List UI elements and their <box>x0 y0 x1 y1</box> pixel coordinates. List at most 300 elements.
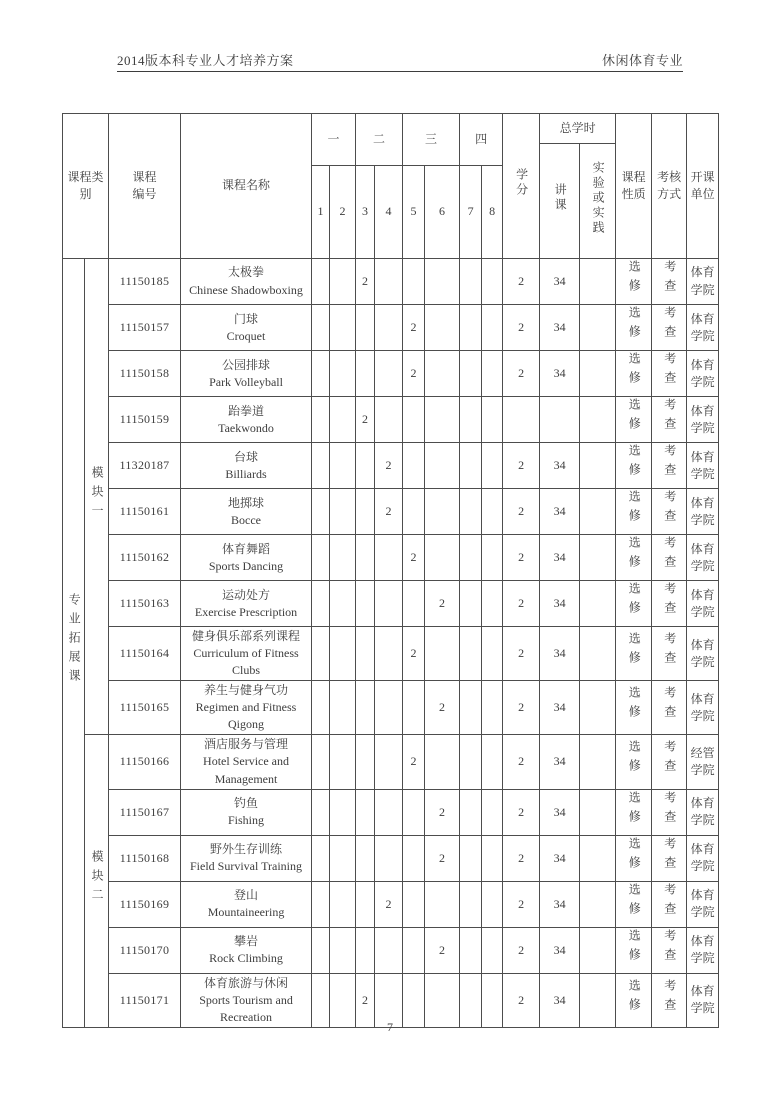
semester-4-cell <box>375 581 403 627</box>
semester-8-cell <box>482 681 503 735</box>
semester-4-cell <box>375 535 403 581</box>
course-nature-cell <box>616 735 652 789</box>
header-practice-hours <box>580 144 616 259</box>
course-nature-cell-label: 选修 <box>627 882 642 921</box>
semester-7-cell <box>460 835 482 881</box>
semester-2-cell <box>330 397 356 443</box>
course-name-cell <box>181 305 312 351</box>
table-row <box>63 397 719 443</box>
assessment-cell <box>652 681 687 735</box>
credit-cell: 2 <box>503 927 540 973</box>
header-course-name: 课程名称 <box>181 114 312 259</box>
semester-2-cell <box>330 735 356 789</box>
lecture-hours-cell: 34 <box>540 351 580 397</box>
semester-6-cell <box>425 881 460 927</box>
header-assessment-method: 考核方式 <box>652 114 687 259</box>
semester-5-cell: 2 <box>403 535 425 581</box>
semester-8-cell <box>482 305 503 351</box>
assessment-cell-label: 考查 <box>662 306 677 345</box>
course-name-zh: 台球 <box>234 449 259 464</box>
header-course-code <box>109 114 181 259</box>
semester-5-cell <box>403 397 425 443</box>
semester-7-cell <box>460 881 482 927</box>
lecture-hours-cell: 34 <box>540 789 580 835</box>
semester-4-cell <box>375 789 403 835</box>
course-code-cell: 11150158 <box>109 351 181 397</box>
semester-1-cell <box>312 305 330 351</box>
semester-1-cell <box>312 881 330 927</box>
header-right-title: 休闲体育专业 <box>601 53 683 68</box>
semester-5-cell: 2 <box>403 627 425 681</box>
course-nature-cell <box>616 681 652 735</box>
course-name-zh: 地掷球 <box>228 495 265 510</box>
semester-4-cell: 2 <box>375 443 403 489</box>
assessment-cell <box>652 789 687 835</box>
offering-unit-cell: 体育学院 <box>687 305 719 351</box>
semester-2-cell <box>330 881 356 927</box>
semester-8-cell <box>482 881 503 927</box>
semester-5-cell <box>403 681 425 735</box>
course-name-en: Taekwondo <box>218 420 274 435</box>
table-row <box>63 351 719 397</box>
semester-1-cell <box>312 735 330 789</box>
course-name-zh: 运动处方 <box>222 587 271 602</box>
semester-5-cell <box>403 881 425 927</box>
semester-2-cell <box>330 489 356 535</box>
semester-4-cell <box>375 627 403 681</box>
semester-8-cell <box>482 535 503 581</box>
course-nature-cell <box>616 397 652 443</box>
course-name-cell <box>181 489 312 535</box>
semester-8-cell <box>482 397 503 443</box>
page-number: 7 <box>387 1020 393 1034</box>
lecture-hours-cell: 34 <box>540 259 580 305</box>
semester-8-cell <box>482 581 503 627</box>
course-nature-cell-label: 选修 <box>627 740 642 779</box>
semester-1-cell <box>312 351 330 397</box>
semester-4-cell <box>375 835 403 881</box>
module-1-cell <box>85 259 109 735</box>
credit-cell: 2 <box>503 973 540 1027</box>
course-nature-cell <box>616 881 652 927</box>
module-1-cell-label: 模块一 <box>90 465 105 523</box>
semester-3-cell <box>356 581 375 627</box>
semester-4-cell: 2 <box>375 881 403 927</box>
semester-3-cell <box>356 535 375 581</box>
offering-unit-cell: 体育学院 <box>687 351 719 397</box>
semester-3-cell: 2 <box>356 973 375 1027</box>
header-total-hours: 总学时 <box>540 114 616 144</box>
header-semester-8: 8 <box>482 166 503 259</box>
course-nature-cell <box>616 927 652 973</box>
course-nature-cell-label: 选修 <box>627 836 642 875</box>
course-name-cell <box>181 443 312 489</box>
course-code-cell: 11150164 <box>109 627 181 681</box>
course-name-en: Fishing <box>228 813 265 828</box>
semester-3-cell <box>356 735 375 789</box>
header-year-3: 三 <box>403 114 460 166</box>
course-nature-cell <box>616 581 652 627</box>
practice-hours-cell <box>580 881 616 927</box>
semester-5-cell <box>403 581 425 627</box>
lecture-hours-cell: 34 <box>540 627 580 681</box>
course-name-en: Hotel Service and Management <box>203 754 289 786</box>
course-nature-cell-label: 选修 <box>627 490 642 529</box>
assessment-cell <box>652 305 687 351</box>
category-cell <box>63 259 85 1028</box>
course-code-cell: 11150170 <box>109 927 181 973</box>
credit-cell: 2 <box>503 535 540 581</box>
offering-unit-cell: 体育学院 <box>687 489 719 535</box>
course-nature-cell-label: 选修 <box>627 536 642 575</box>
semester-3-cell <box>356 681 375 735</box>
course-nature-cell-label: 选修 <box>627 398 642 437</box>
semester-5-cell: 2 <box>403 735 425 789</box>
assessment-cell-label: 考查 <box>662 536 677 575</box>
semester-7-cell <box>460 489 482 535</box>
table-row <box>63 443 719 489</box>
course-name-cell <box>181 535 312 581</box>
semester-2-cell <box>330 789 356 835</box>
table-row <box>63 581 719 627</box>
course-name-en: Exercise Prescription <box>194 604 298 619</box>
header-practice-label: 实验或实践 <box>591 160 606 236</box>
course-name-zh: 体育旅游与休闲 <box>204 975 289 990</box>
practice-hours-cell <box>580 259 616 305</box>
course-code-cell: 11150159 <box>109 397 181 443</box>
semester-8-cell <box>482 835 503 881</box>
lecture-hours-cell: 34 <box>540 927 580 973</box>
semester-5-cell <box>403 927 425 973</box>
course-nature-cell <box>616 259 652 305</box>
semester-3-cell <box>356 835 375 881</box>
assessment-cell <box>652 735 687 789</box>
course-name-cell <box>181 351 312 397</box>
course-name-en: Sports Dancing <box>208 558 284 573</box>
lecture-hours-cell: 34 <box>540 735 580 789</box>
semester-8-cell <box>482 489 503 535</box>
semester-2-cell <box>330 627 356 681</box>
header-credit <box>503 114 540 259</box>
semester-8-cell <box>482 443 503 489</box>
course-name-zh: 跆拳道 <box>228 403 265 418</box>
practice-hours-cell <box>580 581 616 627</box>
course-nature-cell <box>616 489 652 535</box>
header-year-1: 一 <box>312 114 356 166</box>
semester-6-cell: 2 <box>425 835 460 881</box>
lecture-hours-cell <box>540 397 580 443</box>
offering-unit-cell: 体育学院 <box>687 627 719 681</box>
semester-4-cell <box>375 259 403 305</box>
assessment-cell-label: 考查 <box>662 582 677 621</box>
semester-7-cell <box>460 259 482 305</box>
semester-5-cell: 2 <box>403 305 425 351</box>
header-semester-3: 3 <box>356 166 375 259</box>
course-name-en: Regimen and Fitness Qigong <box>195 700 297 732</box>
course-nature-cell-label: 选修 <box>627 978 642 1017</box>
document-header <box>117 50 683 72</box>
semester-1-cell <box>312 627 330 681</box>
course-name-cell <box>181 397 312 443</box>
course-name-zh: 登山 <box>234 888 259 903</box>
course-code-cell: 11150166 <box>109 735 181 789</box>
semester-3-cell <box>356 305 375 351</box>
course-code-cell: 11320187 <box>109 443 181 489</box>
assessment-cell-label: 考查 <box>662 444 677 483</box>
table-row <box>63 927 719 973</box>
practice-hours-cell <box>580 627 616 681</box>
lecture-hours-cell: 34 <box>540 681 580 735</box>
assessment-cell-label: 考查 <box>662 978 677 1017</box>
header-semester-4: 4 <box>375 166 403 259</box>
semester-4-cell <box>375 735 403 789</box>
lecture-hours-cell: 34 <box>540 535 580 581</box>
course-table-body <box>63 259 719 1028</box>
header-semester-5: 5 <box>403 166 425 259</box>
table-row <box>63 259 719 305</box>
offering-unit-cell: 体育学院 <box>687 535 719 581</box>
semester-3-cell <box>356 927 375 973</box>
semester-5-cell <box>403 259 425 305</box>
credit-cell: 2 <box>503 735 540 789</box>
course-name-zh: 门球 <box>234 311 259 326</box>
semester-2-cell <box>330 443 356 489</box>
course-name-en: Chinese Shadowboxing <box>189 282 303 297</box>
header-course-code-label: 课程编号 <box>132 169 157 201</box>
semester-6-cell <box>425 443 460 489</box>
header-semester-1: 1 <box>312 166 330 259</box>
course-nature-cell <box>616 443 652 489</box>
semester-3-cell <box>356 489 375 535</box>
semester-7-cell <box>460 681 482 735</box>
header-semester-2: 2 <box>330 166 356 259</box>
credit-cell: 2 <box>503 835 540 881</box>
semester-6-cell: 2 <box>425 789 460 835</box>
header-year-2: 二 <box>356 114 403 166</box>
offering-unit-cell: 体育学院 <box>687 259 719 305</box>
practice-hours-cell <box>580 397 616 443</box>
table-row <box>63 835 719 881</box>
semester-2-cell <box>330 927 356 973</box>
offering-unit-cell: 体育学院 <box>687 973 719 1027</box>
course-name-en: Park Volleyball <box>209 374 283 389</box>
course-name-zh: 养生与健身气功 <box>204 683 289 698</box>
course-nature-cell <box>616 351 652 397</box>
semester-4-cell: 2 <box>375 489 403 535</box>
assessment-cell-label: 考查 <box>662 490 677 529</box>
semester-3-cell <box>356 789 375 835</box>
semester-7-cell <box>460 535 482 581</box>
course-code-cell: 11150167 <box>109 789 181 835</box>
semester-5-cell <box>403 835 425 881</box>
course-nature-cell <box>616 535 652 581</box>
course-name-en: Bocce <box>231 512 261 527</box>
semester-2-cell <box>330 581 356 627</box>
course-name-cell <box>181 581 312 627</box>
semester-6-cell <box>425 627 460 681</box>
table-row <box>63 305 719 351</box>
course-name-en: Curriculum of Fitness Clubs <box>193 646 299 678</box>
semester-5-cell: 2 <box>403 351 425 397</box>
semester-6-cell <box>425 489 460 535</box>
course-name-cell <box>181 835 312 881</box>
offering-unit-cell: 体育学院 <box>687 397 719 443</box>
credit-cell: 2 <box>503 259 540 305</box>
course-code-cell: 11150171 <box>109 973 181 1027</box>
credit-cell: 2 <box>503 489 540 535</box>
practice-hours-cell <box>580 305 616 351</box>
assessment-cell-label: 考查 <box>662 352 677 391</box>
assessment-cell-label: 考查 <box>662 686 677 725</box>
lecture-hours-cell: 34 <box>540 581 580 627</box>
semester-2-cell <box>330 259 356 305</box>
semester-7-cell <box>460 735 482 789</box>
course-nature-cell-label: 选修 <box>627 928 642 967</box>
semester-7-cell <box>460 581 482 627</box>
table-row <box>63 489 719 535</box>
lecture-hours-cell: 34 <box>540 973 580 1027</box>
course-name-cell <box>181 789 312 835</box>
semester-6-cell <box>425 259 460 305</box>
credit-cell: 2 <box>503 627 540 681</box>
course-name-zh: 体育舞蹈 <box>222 541 271 556</box>
semester-1-cell <box>312 443 330 489</box>
semester-7-cell <box>460 789 482 835</box>
semester-4-cell <box>375 927 403 973</box>
header-lecture-hours <box>540 144 580 259</box>
course-nature-cell <box>616 627 652 681</box>
semester-4-cell <box>375 681 403 735</box>
header-course-category: 课程类别 <box>63 114 109 259</box>
course-nature-cell <box>616 789 652 835</box>
course-name-en: Mountaineering <box>207 905 285 920</box>
course-name-en: Sports Tourism and Recreation <box>199 992 293 1024</box>
practice-hours-cell <box>580 535 616 581</box>
assessment-cell <box>652 443 687 489</box>
course-name-cell <box>181 927 312 973</box>
assessment-cell <box>652 489 687 535</box>
semester-7-cell <box>460 443 482 489</box>
course-name-zh: 公园排球 <box>222 357 271 372</box>
table-row <box>63 735 719 789</box>
semester-1-cell <box>312 835 330 881</box>
assessment-cell <box>652 397 687 443</box>
offering-unit-cell: 体育学院 <box>687 881 719 927</box>
course-name-zh: 攀岩 <box>234 934 259 949</box>
course-name-cell <box>181 259 312 305</box>
credit-cell: 2 <box>503 351 540 397</box>
practice-hours-cell <box>580 927 616 973</box>
credit-cell: 2 <box>503 881 540 927</box>
semester-3-cell: 2 <box>356 397 375 443</box>
course-code-cell: 11150165 <box>109 681 181 735</box>
offering-unit-cell: 经管学院 <box>687 735 719 789</box>
semester-7-cell <box>460 927 482 973</box>
course-nature-cell <box>616 305 652 351</box>
header-left-title: 2014版本科专业人才培养方案 <box>117 53 294 68</box>
course-name-zh: 太极拳 <box>228 265 265 280</box>
practice-hours-cell <box>580 489 616 535</box>
semester-8-cell <box>482 259 503 305</box>
semester-8-cell <box>482 789 503 835</box>
assessment-cell <box>652 535 687 581</box>
semester-4-cell <box>375 351 403 397</box>
semester-2-cell <box>330 835 356 881</box>
semester-5-cell <box>403 489 425 535</box>
course-nature-cell-label: 选修 <box>627 790 642 829</box>
table-row <box>63 789 719 835</box>
semester-8-cell <box>482 351 503 397</box>
practice-hours-cell <box>580 443 616 489</box>
table-header <box>63 114 719 259</box>
semester-6-cell: 2 <box>425 927 460 973</box>
course-nature-cell-label: 选修 <box>627 444 642 483</box>
course-nature-cell-label: 选修 <box>627 352 642 391</box>
table-row <box>63 881 719 927</box>
credit-cell: 2 <box>503 789 540 835</box>
semester-2-cell <box>330 305 356 351</box>
semester-3-cell <box>356 627 375 681</box>
table-row <box>63 627 719 681</box>
course-code-cell: 11150162 <box>109 535 181 581</box>
assessment-cell-label: 考查 <box>662 790 677 829</box>
course-name-zh: 健身俱乐部系列课程 <box>192 629 301 644</box>
semester-7-cell <box>460 397 482 443</box>
semester-1-cell <box>312 927 330 973</box>
semester-1-cell <box>312 681 330 735</box>
course-name-zh: 钓鱼 <box>234 796 259 811</box>
semester-2-cell <box>330 535 356 581</box>
lecture-hours-cell: 34 <box>540 443 580 489</box>
offering-unit-cell: 体育学院 <box>687 681 719 735</box>
semester-8-cell <box>482 735 503 789</box>
assessment-cell <box>652 835 687 881</box>
header-semester-7: 7 <box>460 166 482 259</box>
semester-3-cell <box>356 881 375 927</box>
credit-cell <box>503 397 540 443</box>
semester-1-cell <box>312 535 330 581</box>
course-nature-cell-label: 选修 <box>627 260 642 298</box>
course-code-cell: 11150157 <box>109 305 181 351</box>
semester-3-cell: 2 <box>356 259 375 305</box>
semester-7-cell <box>460 627 482 681</box>
assessment-cell <box>652 259 687 305</box>
semester-3-cell <box>356 443 375 489</box>
assessment-cell-label: 考查 <box>662 882 677 921</box>
semester-6-cell: 2 <box>425 681 460 735</box>
course-table <box>62 113 719 1028</box>
semester-8-cell <box>482 927 503 973</box>
table-row <box>63 535 719 581</box>
assessment-cell <box>652 627 687 681</box>
course-name-cell <box>181 681 312 735</box>
lecture-hours-cell: 34 <box>540 489 580 535</box>
assessment-cell-label: 考查 <box>662 398 677 437</box>
course-nature-cell-label: 选修 <box>627 582 642 621</box>
semester-6-cell: 2 <box>425 581 460 627</box>
course-code-cell: 11150163 <box>109 581 181 627</box>
course-code-cell: 11150168 <box>109 835 181 881</box>
semester-4-cell <box>375 305 403 351</box>
semester-2-cell <box>330 351 356 397</box>
practice-hours-cell <box>580 681 616 735</box>
semester-2-cell <box>330 681 356 735</box>
course-name-en: Rock Climbing <box>209 951 283 966</box>
semester-1-cell <box>312 489 330 535</box>
practice-hours-cell <box>580 835 616 881</box>
course-code-cell: 11150161 <box>109 489 181 535</box>
assessment-cell-label: 考查 <box>662 740 677 779</box>
